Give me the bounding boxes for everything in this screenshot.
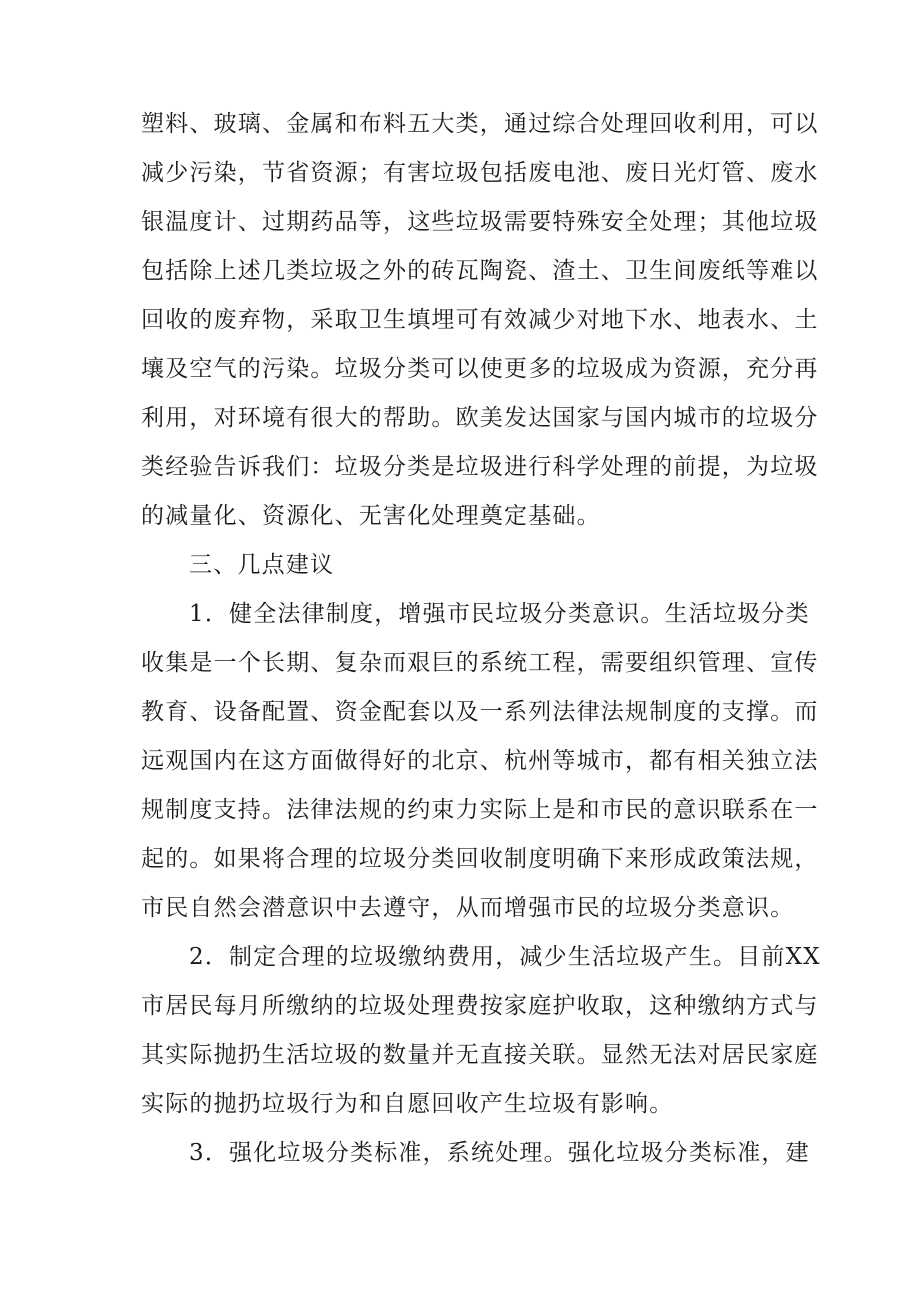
paragraph-line: 其实际抛扔生活垃圾的数量并无直接关联。显然无法对居民家庭	[141, 1042, 819, 1068]
document-body	[141, 100, 821, 1178]
section-heading: 三、几点建议	[189, 552, 335, 578]
paragraph-line: 1．健全法律制度，增强市民垃圾分类意识。生活垃圾分类	[189, 601, 810, 627]
paragraph-line: 回收的废弃物，采取卫生填埋可有效减少对地下水、地表水、土	[141, 307, 819, 333]
paragraph-line: 收集是一个长期、复杂而艰巨的系统工程，需要组织管理、宣传	[141, 650, 819, 676]
paragraph-line: 2．制定合理的垃圾缴纳费用，减少生活垃圾产生。目前XX	[189, 944, 821, 970]
paragraph-line: 市居民每月所缴纳的垃圾处理费按家庭护收取，这种缴纳方式与	[141, 993, 819, 1019]
paragraph-line: 的减量化、资源化、无害化处理奠定基础。	[141, 503, 601, 529]
paragraph-line: 远观国内在这方面做得好的北京、杭州等城市，都有相关独立法	[141, 748, 819, 774]
paragraph-line: 类经验告诉我们：垃圾分类是垃圾进行科学处理的前提，为垃圾	[141, 454, 819, 480]
paragraph-line: 利用，对环境有很大的帮助。欧美发达国家与国内城市的垃圾分	[141, 405, 819, 431]
paragraph-line: 教育、设备配置、资金配套以及一系列法律法规制度的支撑。而	[141, 699, 819, 725]
paragraph-line: 起的。如果将合理的垃圾分类回收制度明确下来形成政策法规，	[141, 846, 819, 872]
paragraph-line: 3．强化垃圾分类标准，系统处理。强化垃圾分类标准，建	[189, 1140, 810, 1166]
paragraph-line: 包括除上述几类垃圾之外的砖瓦陶瓷、渣土、卫生间废纸等难以	[141, 258, 819, 284]
paragraph-line: 银温度计、过期药品等，这些垃圾需要特殊安全处理；其他垃圾	[141, 209, 819, 235]
paragraph-line: 实际的抛扔垃圾行为和自愿回收产生垃圾有影响。	[141, 1091, 674, 1117]
paragraph-line: 减少污染，节省资源；有害垃圾包括废电池、废日光灯管、废水	[141, 160, 819, 186]
paragraph-line: 市民自然会潜意识中去遵守，从而增强市民的垃圾分类意识。	[141, 895, 795, 921]
paragraph-line: 壤及空气的污染。垃圾分类可以使更多的垃圾成为资源，充分再	[141, 356, 819, 382]
paragraph-line: 塑料、玻璃、金属和布料五大类，通过综合处理回收利用，可以	[141, 111, 819, 137]
paragraph-line: 规制度支持。法律法规的约束力实际上是和市民的意识联系在一	[141, 797, 819, 823]
